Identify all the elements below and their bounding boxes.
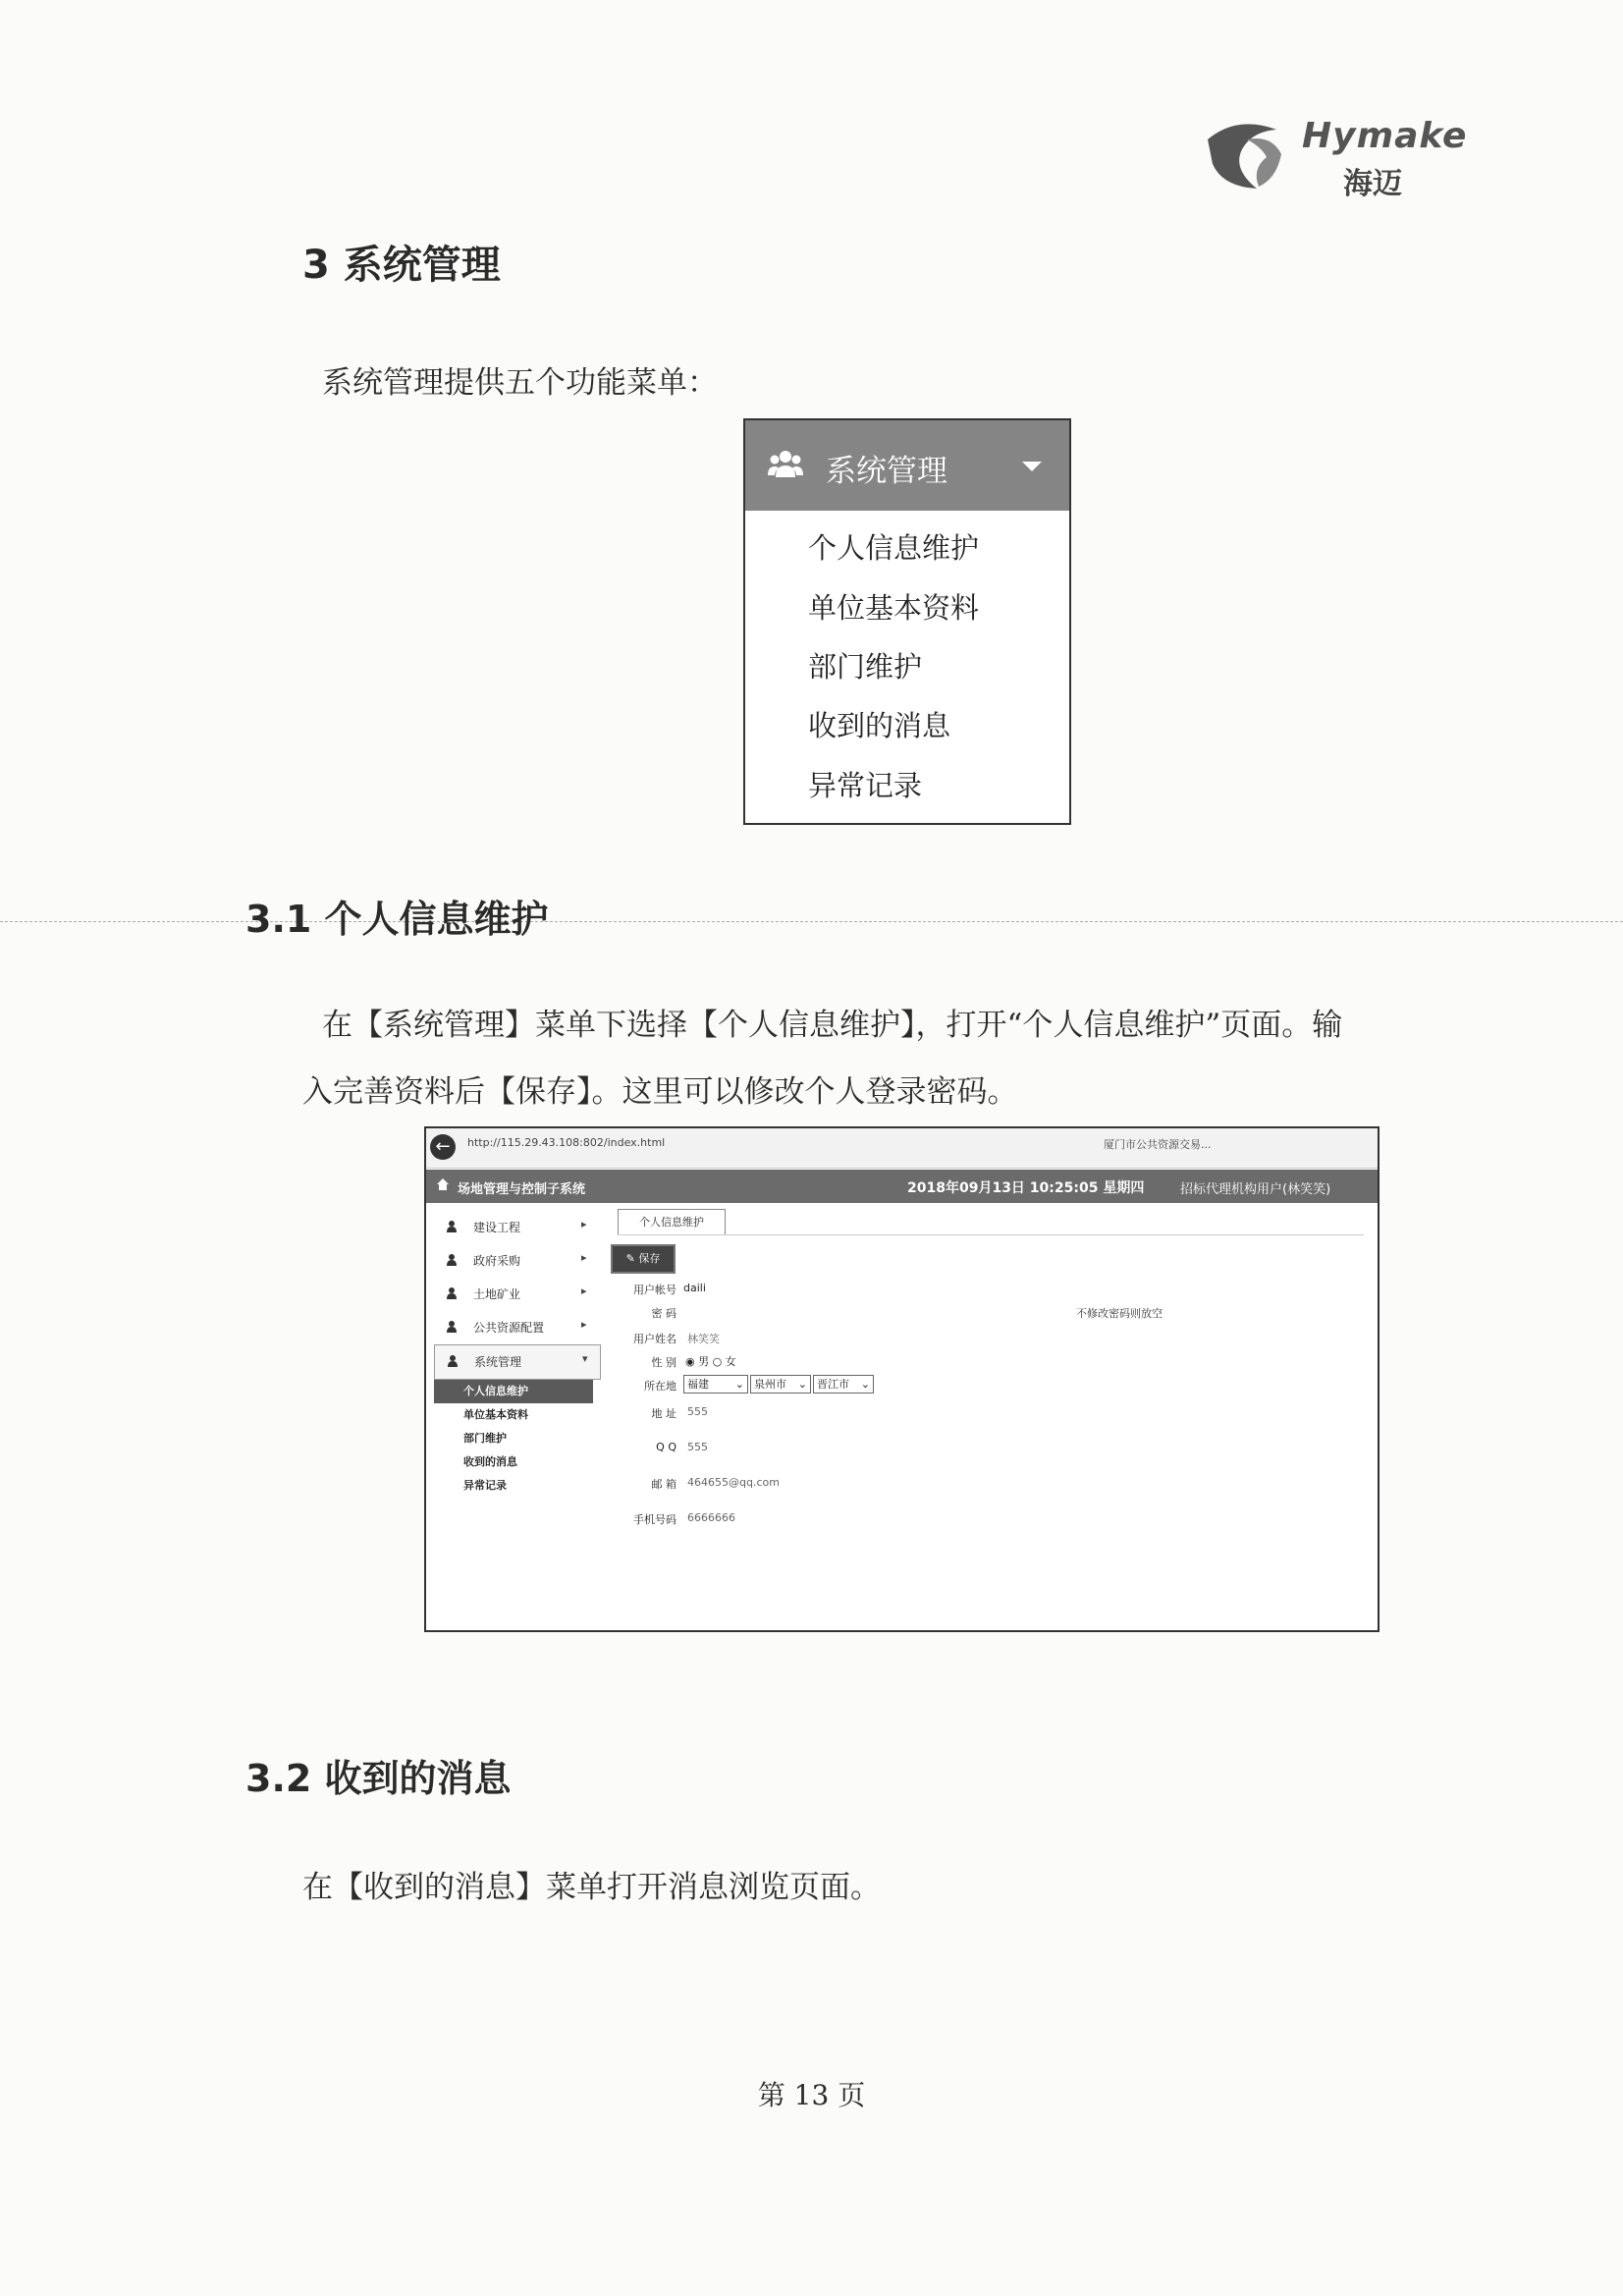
name-field[interactable]: 林笑笑	[687, 1333, 720, 1345]
users-icon	[767, 446, 804, 483]
email-label: 邮 箱	[651, 1478, 676, 1491]
hymake-logo-icon	[1198, 110, 1296, 198]
caret-down-icon	[1022, 462, 1042, 471]
datetime: 2018年09月13日 10:25:05 星期四	[907, 1180, 1145, 1196]
sidebar	[434, 1211, 601, 1498]
account-value: daili	[683, 1282, 706, 1294]
submenu-messages[interactable]: 收到的消息	[463, 1455, 517, 1468]
sidebar-item-system[interactable]	[434, 1344, 601, 1380]
tab-underline	[618, 1234, 1364, 1235]
users-icon	[445, 1354, 460, 1368]
company-logo	[1198, 110, 1468, 201]
gender-female: 女	[725, 1355, 736, 1368]
password-field[interactable]	[683, 1301, 831, 1317]
gender-male: 男	[698, 1355, 710, 1368]
menu-item-department[interactable]: 部门维护	[808, 650, 923, 683]
system-menu-header[interactable]	[745, 420, 1069, 511]
chevron-down-icon: ▾	[582, 1352, 588, 1365]
section-3-2-heading: 3.2 收到的消息	[245, 1757, 512, 1800]
sidebar-item-label: 土地矿业	[473, 1287, 521, 1301]
system-menu-figure	[743, 418, 1071, 825]
chevron-right-icon: ▸	[581, 1318, 587, 1331]
section-3-1-line1: 在【系统管理】菜单下选择【个人信息维护】，打开“个人信息维护”页面。输	[322, 1008, 1343, 1043]
sidebar-item-label: 公共资源配置	[473, 1321, 545, 1335]
back-arrow-icon[interactable]: ←	[430, 1134, 456, 1160]
city-value: 泉州市	[754, 1378, 786, 1391]
phone-label: 手机号码	[633, 1513, 676, 1526]
chevron-right-icon: ▸	[581, 1218, 587, 1230]
section-3-heading: 3 系统管理	[302, 243, 501, 288]
province-select[interactable]	[683, 1375, 748, 1394]
save-label: 保存	[638, 1252, 661, 1265]
password-label: 密 码	[651, 1307, 676, 1320]
edit-icon: ✎	[625, 1252, 639, 1265]
submenu-exceptions[interactable]: 异常记录	[463, 1479, 507, 1492]
user-menu[interactable]: 招标代理机构用户(林笑笑)	[1180, 1182, 1331, 1197]
submenu-personal-info[interactable]: 个人信息维护	[434, 1380, 593, 1403]
submenu-unit-info[interactable]: 单位基本资料	[463, 1408, 528, 1421]
users-icon	[444, 1220, 460, 1233]
section-3-2-text: 在【收到的消息】菜单打开消息浏览页面。	[302, 1870, 881, 1905]
name-label: 用户姓名	[633, 1333, 676, 1345]
page-number: 第 13 页	[757, 2079, 866, 2111]
menu-item-messages[interactable]: 收到的消息	[808, 709, 951, 742]
chevron-down-icon: ⌄	[797, 1378, 807, 1391]
page-divider	[0, 921, 1623, 922]
radio-checked-icon[interactable]: ◉	[685, 1355, 695, 1368]
users-icon	[444, 1253, 460, 1267]
chevron-right-icon: ▸	[581, 1251, 587, 1264]
county-value: 晋江市	[817, 1378, 849, 1391]
sidebar-item-label: 建设工程	[473, 1221, 521, 1234]
sidebar-item-label: 系统管理	[474, 1355, 522, 1369]
section-3-intro: 系统管理提供五个功能菜单：	[322, 365, 718, 401]
users-icon	[444, 1286, 460, 1300]
location-label: 所在地	[644, 1380, 676, 1393]
sidebar-item-resources[interactable]	[434, 1311, 601, 1344]
system-menu-title: 系统管理	[826, 454, 947, 489]
tab-personal-info[interactable]: 个人信息维护	[618, 1209, 726, 1235]
gender-radio-group[interactable]	[685, 1353, 736, 1369]
phone-field[interactable]: 6666666	[687, 1511, 735, 1524]
county-select[interactable]	[813, 1375, 874, 1394]
qq-label: Q Q	[656, 1441, 676, 1453]
sidebar-item-procurement[interactable]	[434, 1244, 601, 1278]
address-label: 地 址	[651, 1407, 676, 1420]
qq-field[interactable]: 555	[687, 1441, 708, 1453]
account-label: 用户帐号	[633, 1284, 676, 1296]
menu-item-exceptions[interactable]: 异常记录	[808, 769, 923, 802]
logo-brand-zh: 海迈	[1343, 167, 1402, 201]
users-icon	[444, 1320, 460, 1334]
chevron-right-icon: ▸	[581, 1285, 587, 1297]
address-field[interactable]: 555	[687, 1405, 708, 1418]
gender-label: 性 别	[651, 1356, 676, 1369]
chevron-down-icon: ⌄	[860, 1378, 870, 1391]
menu-item-personal-info[interactable]: 个人信息维护	[808, 531, 980, 565]
section-3-1-line2: 入完善资料后【保存】。这里可以修改个人登录密码。	[302, 1074, 1018, 1110]
menu-item-unit-info[interactable]: 单位基本资料	[808, 591, 980, 625]
chevron-down-icon: ⌄	[734, 1378, 744, 1391]
address-bar[interactable]: http://115.29.43.108:802/index.html	[467, 1136, 666, 1149]
personal-info-screenshot	[424, 1126, 1380, 1632]
sidebar-item-label: 政府采购	[473, 1254, 521, 1268]
browser-tab[interactable]: 厦门市公共资源交易...	[1104, 1138, 1212, 1151]
province-value: 福建	[687, 1378, 709, 1391]
logo-brand-en: Hymake	[1302, 116, 1468, 156]
sidebar-item-land[interactable]	[434, 1278, 601, 1311]
system-name: 场地管理与控制子系统	[458, 1182, 586, 1197]
city-select[interactable]	[750, 1375, 811, 1394]
browser-bar	[426, 1128, 1378, 1169]
submenu-department[interactable]: 部门维护	[463, 1432, 507, 1445]
password-hint: 不修改密码则放空	[1076, 1307, 1163, 1320]
email-field[interactable]: 464655@qq.com	[687, 1476, 780, 1489]
home-icon[interactable]	[436, 1177, 450, 1191]
section-3-1-heading: 3.1 个人信息维护	[245, 898, 549, 941]
app-header	[426, 1170, 1378, 1203]
save-button[interactable]	[611, 1244, 676, 1274]
sidebar-item-construction[interactable]	[434, 1211, 601, 1244]
radio-unchecked-icon[interactable]: ○	[712, 1355, 723, 1368]
